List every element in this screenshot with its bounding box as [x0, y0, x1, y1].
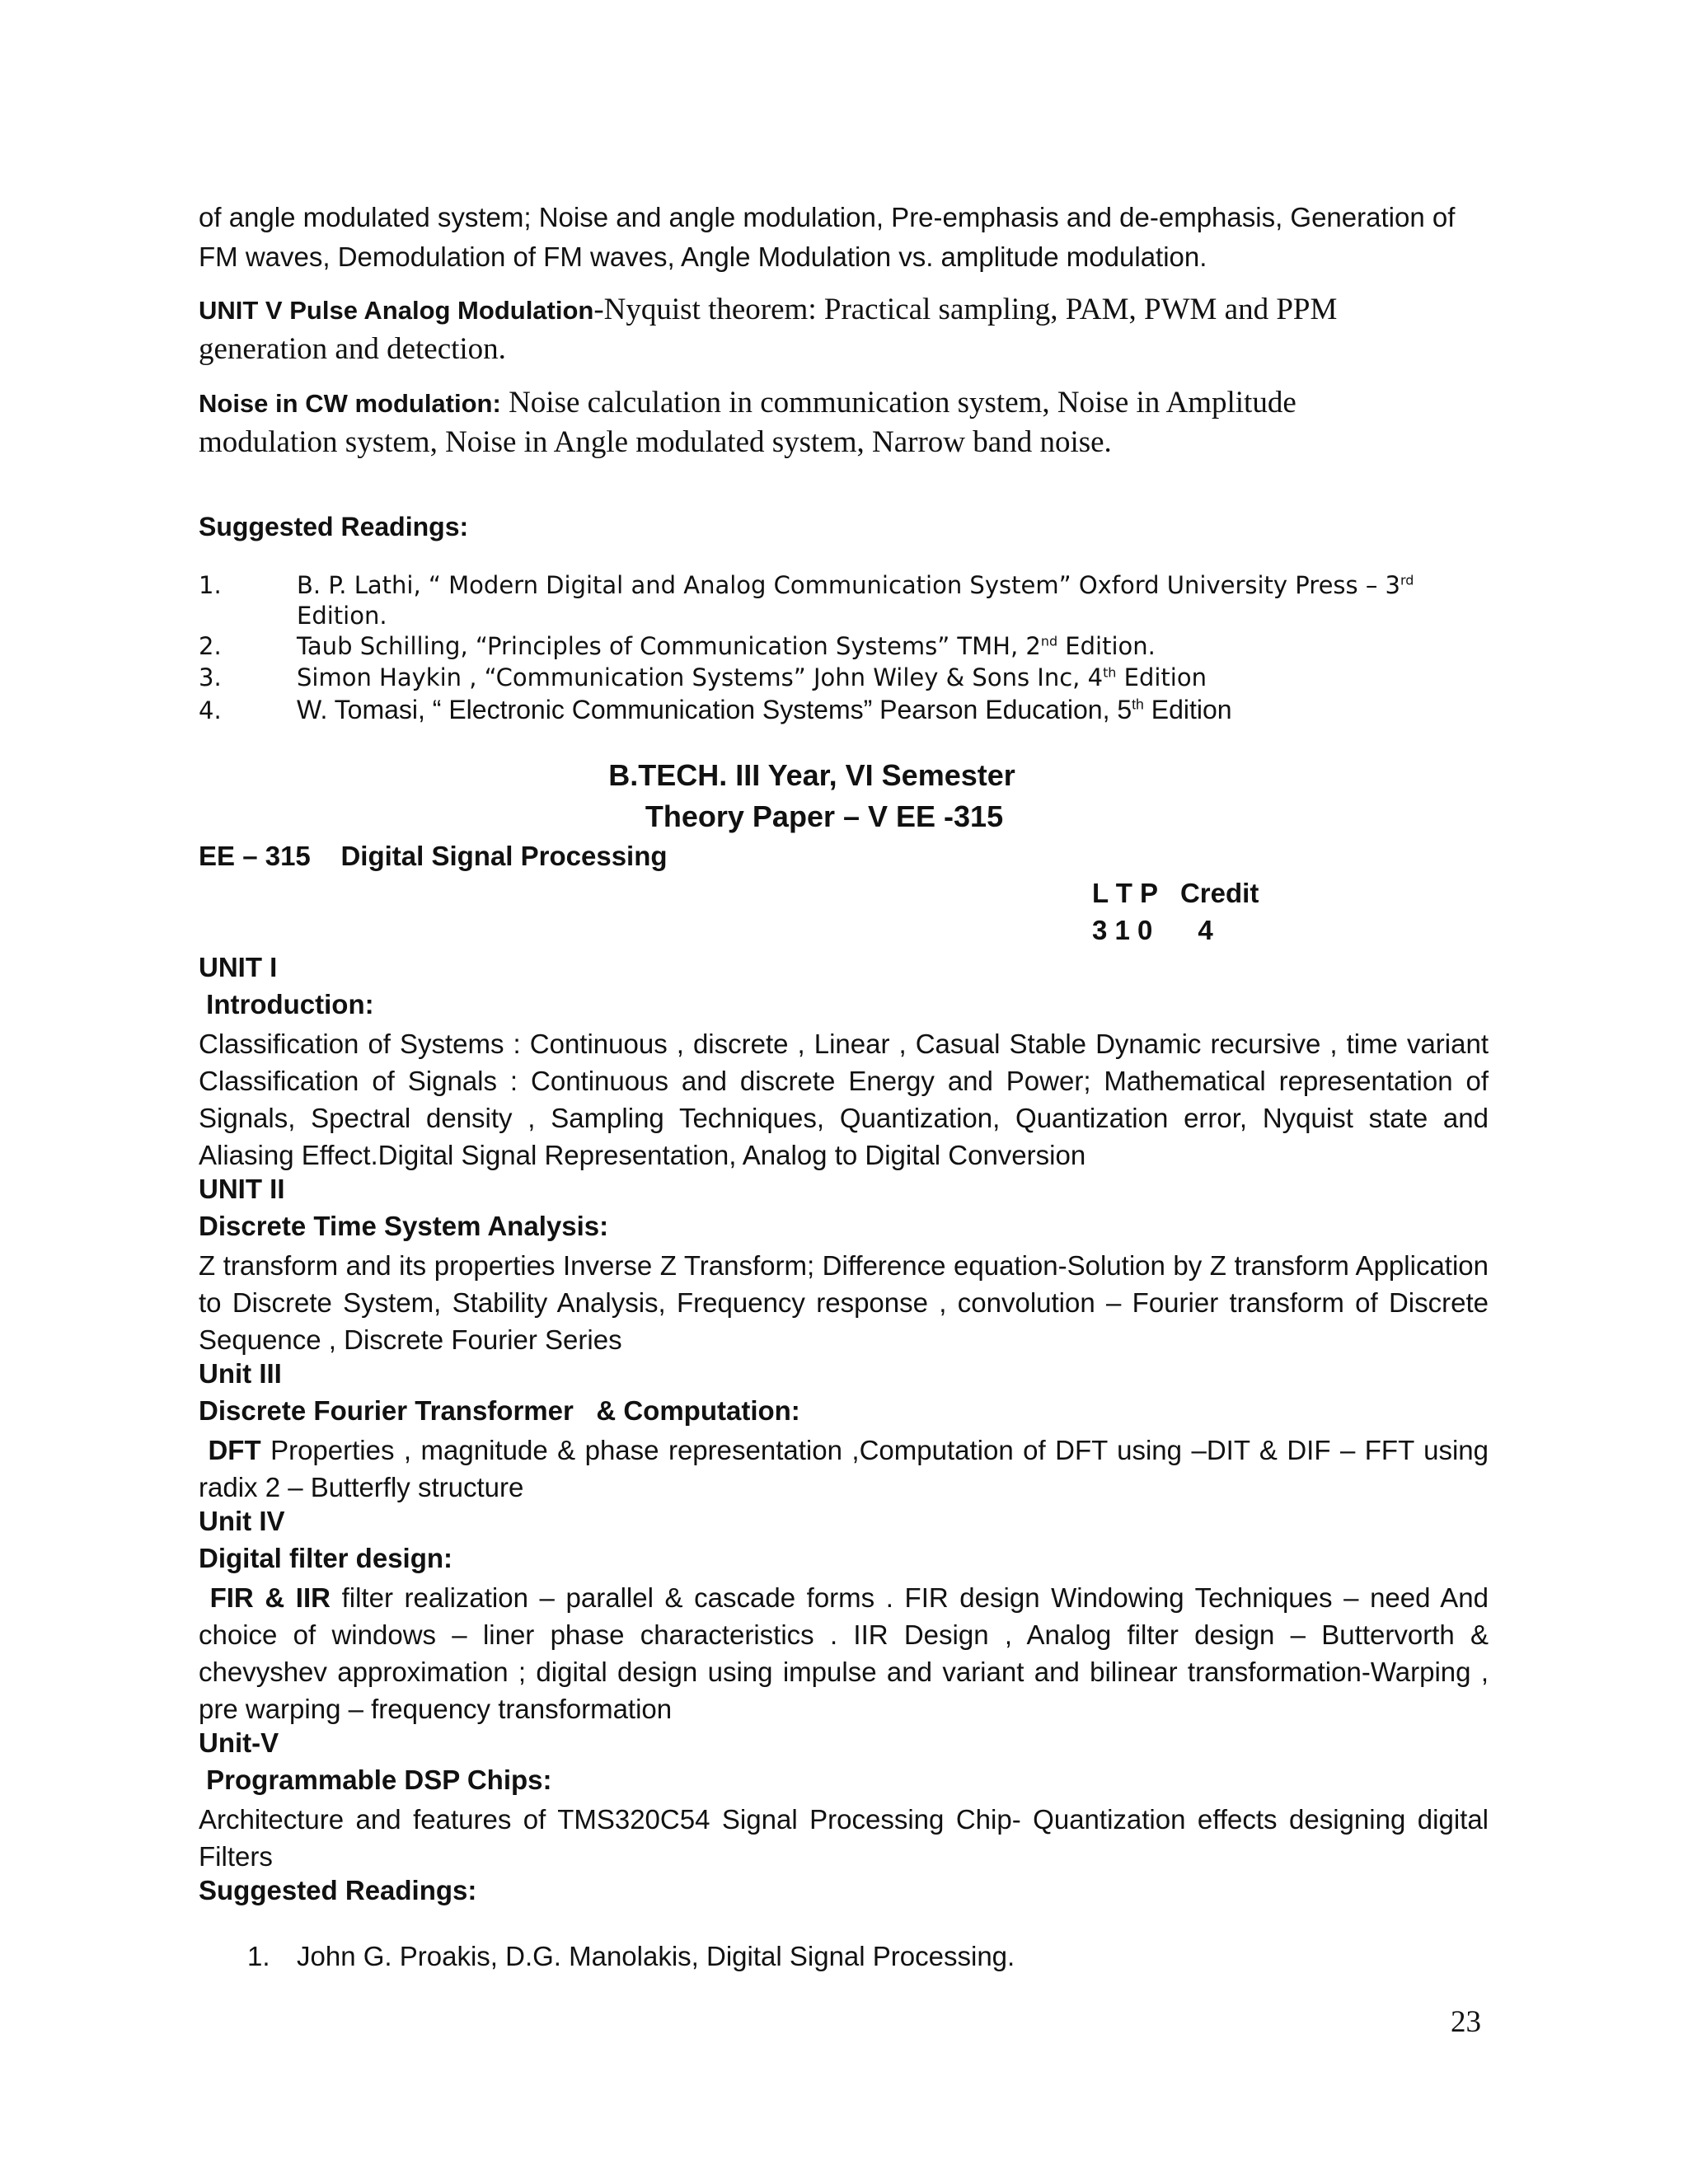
suggested-readings-heading-2: Suggested Readings: [199, 1875, 477, 1905]
unit-5-description: Architecture and features of TMS320C54 Signal Processing Chip- Quantization effects designing digital Filters [199, 1804, 1489, 1872]
unit-3-description: DFT Properties , magnitude & phase representation ,Computation of DFT using –DIT & DIF – FFT using radix 2 – Butterfly structure [199, 1435, 1489, 1502]
reading-dsp-1-text: John G. Proakis, D.G. Manolakis, Digital Signal Processing. [297, 1941, 1015, 1971]
reading-4-number: 4. [199, 696, 222, 724]
reading-1-continuation: Edition. [297, 602, 387, 630]
unit-2-title: UNIT II [199, 1174, 285, 1204]
noise-line-1 [199, 383, 1296, 429]
intro-line-2: FM waves, Demodulation of FM waves, Angle Modulation vs. amplitude modulation. [199, 241, 1207, 272]
noise-text-2: modulation system, Noise in Angle modulated system, Narrow band noise. [199, 425, 1112, 459]
unit-1-subtitle: Introduction: [199, 989, 374, 1019]
unit-4-description: FIR & IIR filter realization – parallel & cascade forms . FIR design Windowing Techniques – need And choice of windows – liner phase characteristics . IIR Design , Analog filter design – Buttervorth & chevyshev approximation ; digital design using impulse and variant and bilinear transformation-Warping , pre warping – frequency transformation [199, 1582, 1489, 1724]
page-number: 23 [1451, 2005, 1481, 2039]
unit-3-title: Unit III [199, 1358, 282, 1389]
unit-2-subtitle: Discrete Time System Analysis: [199, 1211, 609, 1241]
reading-dsp-1-number: 1. [247, 1941, 270, 1971]
unit-5-title: Unit-V [199, 1727, 279, 1758]
course-code-title: EE – 315 Digital Signal Processing [199, 841, 668, 871]
unit5-label: UNIT V Pulse Analog Modulation [199, 296, 594, 325]
ltp-credit-label: L T P Credit [1092, 878, 1259, 908]
unit5-text-2: generation and detection. [199, 332, 506, 366]
reading-1-text: B. P. Lathi, “ Modern Digital and Analog Communication System” Oxford University Press – 3rd [297, 571, 1414, 599]
course-paper-heading: Theory Paper – V EE -315 [645, 799, 1004, 833]
suggested-readings-heading-1: Suggested Readings: [199, 512, 469, 541]
reading-2-number: 2. [199, 632, 222, 660]
unit-5-subtitle: Programmable DSP Chips: [199, 1765, 552, 1795]
reading-4-text: W. Tomasi, “ Electronic Communication Systems” Pearson Education, 5th Edition [297, 695, 1232, 724]
unit-4-subtitle: Digital filter design: [199, 1543, 453, 1573]
reading-2-text: Taub Schilling, “Principles of Communication Systems” TMH, 2nd Edition. [297, 632, 1156, 660]
noise-text-1: Noise calculation in communication system, Noise in Amplitude [500, 386, 1296, 419]
unit-4-title: Unit IV [199, 1506, 285, 1536]
unit-1-description: Classification of Systems : Continuous , discrete , Linear , Casual Stable Dynamic recursive , time variant Classification of Signals : Continuous and discrete Energy and Power; Mathematical representation of Signals, Spectral density , Sampling Techniques, Quantization, Quantization error, Nyquist state and Aliasing Effect.Digital Signal Representation, Analog to Digital Conversion [199, 1029, 1489, 1170]
ltp-credit-values: 3 1 0 4 [1092, 915, 1213, 945]
unit-3-subtitle: Discrete Fourier Transformer & Computation: [199, 1395, 800, 1426]
reading-3-number: 3. [199, 663, 222, 691]
unit-1-title: UNIT I [199, 952, 278, 982]
unit5-text-1: -Nyquist theorem: Practical sampling, PAM, PWM and PPM [593, 293, 1338, 326]
noise-label: Noise in CW modulation: [199, 389, 501, 418]
course-year-heading: B.TECH. III Year, VI Semester [608, 758, 1015, 792]
unit-2-description: Z transform and its properties Inverse Z Transform; Difference equation-Solution by Z transform Application to Discrete System, Stability Analysis, Frequency response , convolution – Fourier transform of Discrete Sequence , Discrete Fourier Series [199, 1250, 1489, 1355]
reading-3-text: Simon Haykin , “Communication Systems” John Wiley & Sons Inc, 4th Edition [297, 663, 1207, 691]
intro-line-1: of angle modulated system; Noise and angle modulation, Pre-emphasis and de-emphasis, Generation of [199, 202, 1456, 232]
unit5-line-1 [199, 290, 1337, 335]
reading-1-number: 1. [199, 571, 222, 599]
